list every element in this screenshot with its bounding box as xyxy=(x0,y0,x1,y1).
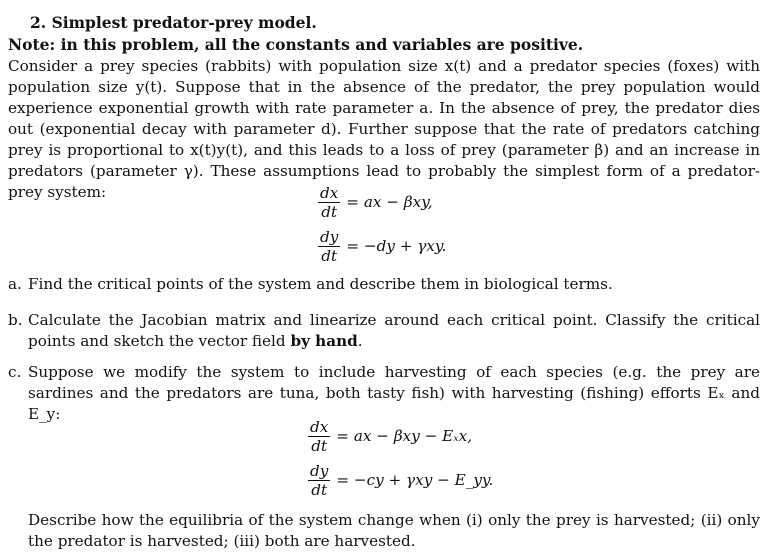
fraction-numerator: dy xyxy=(320,228,339,246)
fraction-numerator: dx xyxy=(320,184,339,202)
equation-rhs: = −dy + γxy. xyxy=(346,237,447,255)
fraction-denominator: dt xyxy=(311,437,328,455)
system1-equation-x xyxy=(318,184,433,221)
problem-title: 2. Simplest predator-prey model. xyxy=(30,13,317,32)
part-b-marker: b. xyxy=(8,311,23,329)
part-b-text-bold: by hand xyxy=(290,332,358,350)
fraction-denominator: dt xyxy=(321,203,338,221)
fraction-dx-dt xyxy=(318,184,340,221)
part-a-marker: a. xyxy=(8,275,22,293)
system1-equation-y xyxy=(318,228,446,265)
fraction-numerator: dx xyxy=(310,418,329,436)
closing-text: Describe how the equilibria of the system change when (i) only the prey is harvested; (ii) only the predator is harvested; (iii) both are harvested. xyxy=(28,511,760,550)
equation-rhs: = −cy + γxy − E_yy. xyxy=(336,471,494,489)
part-b-text xyxy=(28,310,760,352)
equation-rhs: = ax − βxy, xyxy=(346,193,433,211)
system2-equation-y xyxy=(308,462,493,499)
fraction-dx-dt xyxy=(308,418,330,455)
equation-rhs: = ax − βxy − Eₓx, xyxy=(336,427,473,445)
fraction-dy-dt xyxy=(318,228,340,265)
part-b-text-pre: Calculate the Jacobian matrix and linearize around each critical point. Classify the critical points and sketch the vector field xyxy=(28,311,760,350)
part-b xyxy=(8,310,760,352)
fraction-numerator: dy xyxy=(310,462,329,480)
part-a xyxy=(8,274,760,295)
part-c-closing xyxy=(8,510,760,552)
problem-intro: Consider a prey species (rabbits) with population size x(t) and a predator species (foxes) with population size y(t). Suppose that in the absence of the predator, the prey population would experience exponential growth with rate parameter a. In the absence of prey, the predator dies out (exponential decay with parameter d). Further suppose that the rate of predators catching prey is proportional to x(t)y(t), and this leads to a loss of prey (parameter β) and an increase in predators (parameter γ). These assumptions lead to probably the simplest form of a predator-prey system: xyxy=(8,57,760,201)
part-a-text: Find the critical points of the system and describe them in biological terms. xyxy=(28,275,613,293)
system2-equation-x xyxy=(308,418,472,455)
part-c-marker: c. xyxy=(8,363,22,381)
part-b-text-post: . xyxy=(357,332,363,350)
part-c-text: Suppose we modify the system to include harvesting of each species (e.g. the prey are sardines and the predators are tuna, both tasty fish) with harvesting (fishing) efforts Eₓ and E_y: xyxy=(28,363,760,423)
problem-note: Note: in this problem, all the constants and variables are positive. xyxy=(8,35,584,54)
fraction-denominator: dt xyxy=(311,481,328,499)
part-c xyxy=(8,362,760,425)
fraction-dy-dt xyxy=(308,462,330,499)
fraction-denominator: dt xyxy=(321,247,338,265)
